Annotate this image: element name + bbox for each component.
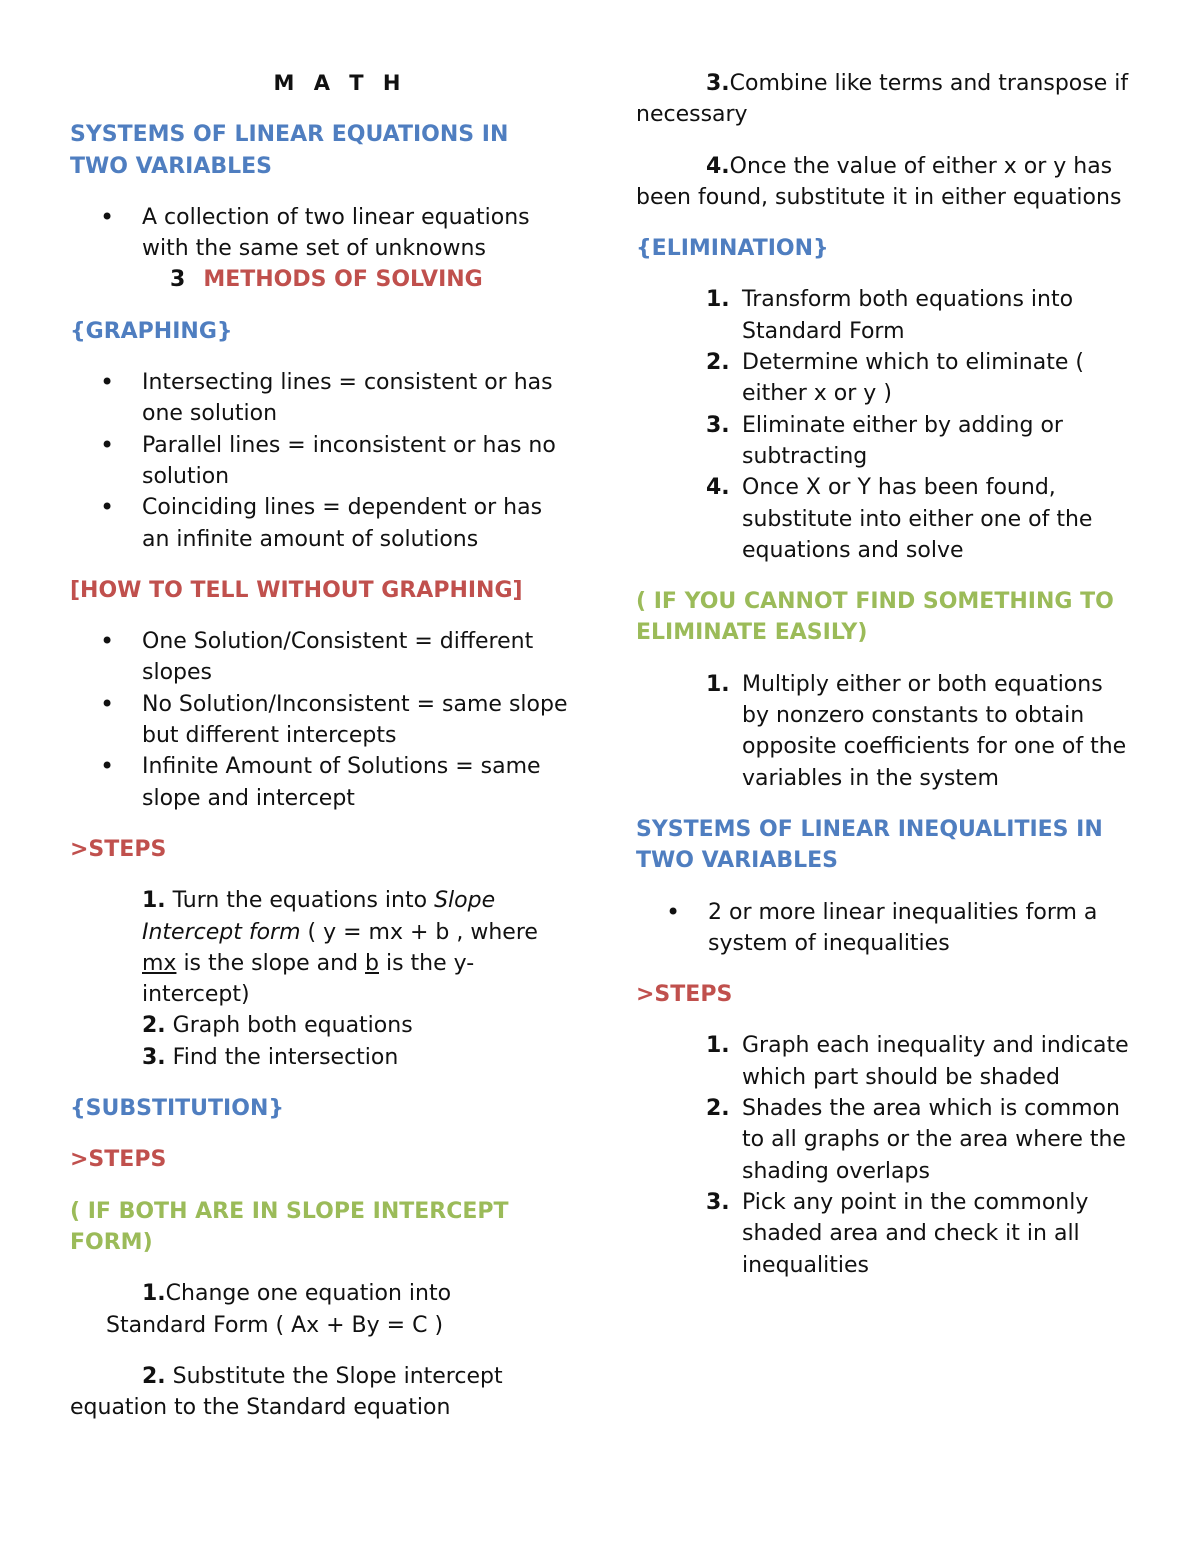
inequalities-definition [636,897,1136,960]
multiply-steps [636,669,1136,794]
list-item: • One Solution/Consistent = different slopes [70,626,570,689]
list-item: • 2 or more linear inequalities form a system of inequalities [636,897,1136,960]
how-to-tell-list [70,626,570,814]
list-item: 4. Once X or Y has been found, substitute into either one of the equations and solve [706,475,1093,563]
list-item: 1. Graph each inequality and indicate which part should be shaded [706,1033,1129,1090]
heading-elimination: {ELIMINATION} [636,236,829,262]
list-item: 3. Eliminate either by adding or subtracting [706,412,1063,469]
list-item: 2. Determine which to eliminate ( either x or y ) [706,350,1084,407]
heading-systems-inequalities: SYSTEMS OF LINEAR INEQUALITIES IN TWO VARIABLES [636,816,1103,874]
heading-systems-equations: SYSTEMS OF LINEAR EQUATIONS IN TWO VARIABLES [70,122,509,179]
substitution-step-4: 4.Once the value of either x or y has been found, substitute it in either equations [636,153,1122,210]
list-item: 1. Multiply either or both equations by nonzero constants to obtain opposite coefficients for one of the variables in the system [706,671,1127,791]
graphing-step-1: 1. Turn the equations into Slope Intercept form ( y = mx + b , where mx is the slope and b is the y-intercept) [142,888,538,1008]
list-item: • Infinite Amount of Solutions = same slope and intercept [70,751,570,814]
substitution-step-3: 3.Combine like terms and transpose if necessary [636,71,1129,128]
graphing-list [70,367,570,555]
left-column [70,68,570,1423]
elimination-steps [636,284,1136,566]
heading-substitution: {SUBSTITUTION} [70,1096,285,1122]
methods-label: METHODS OF SOLVING [203,267,483,293]
heading-graphing: {GRAPHING} [70,318,233,344]
heading-steps-inequalities: >STEPS [636,982,733,1008]
list-item: • A collection of two linear equations with the same set of unknowns [70,202,570,265]
graphing-steps [70,885,570,1073]
right-column [636,68,1136,1281]
substitution-step-2: 2. Substitute the Slope intercept equation to the Standard equation [70,1363,503,1421]
list-item: • No Solution/Inconsistent = same slope but different intercepts [70,689,570,752]
list-item: • Intersecting lines = consistent or has one solution [70,367,570,430]
inequality-steps [636,1030,1136,1280]
list-item: • Parallel lines = inconsistent or has no solution [70,430,570,493]
list-item: 2. Shades the area which is common to all graphs or the area where the shading overlaps [706,1096,1126,1184]
definition-list [70,202,570,265]
list-item: • Coinciding lines = dependent or has an infinite amount of solutions [70,492,570,555]
list-item: 1. Transform both equations into Standard Form [706,287,1074,344]
methods-count: 3 [170,267,186,293]
heading-if-both-slope-intercept: ( IF BOTH ARE IN SLOPE INTERCEPT FORM) [70,1198,509,1255]
heading-if-cannot-eliminate: ( IF YOU CANNOT FIND SOMETHING TO ELIMINATE EASILY) [636,589,1114,646]
heading-steps-substitution: >STEPS [70,1147,167,1173]
page-title: M A T H [273,71,407,95]
list-item: 3. Pick any point in the commonly shaded area and check it in all inequalities [706,1189,1089,1278]
substitution-step-1: 1.Change one equation into Standard Form ( Ax + By = C ) [106,1281,452,1338]
graphing-step-2: 2. Graph both equations [142,1013,413,1039]
methods-heading [70,264,570,295]
heading-how-to-tell: [HOW TO TELL WITHOUT GRAPHING] [70,577,523,603]
graphing-step-3: 3. Find the intersection [142,1044,399,1070]
heading-steps-graphing: >STEPS [70,836,167,862]
